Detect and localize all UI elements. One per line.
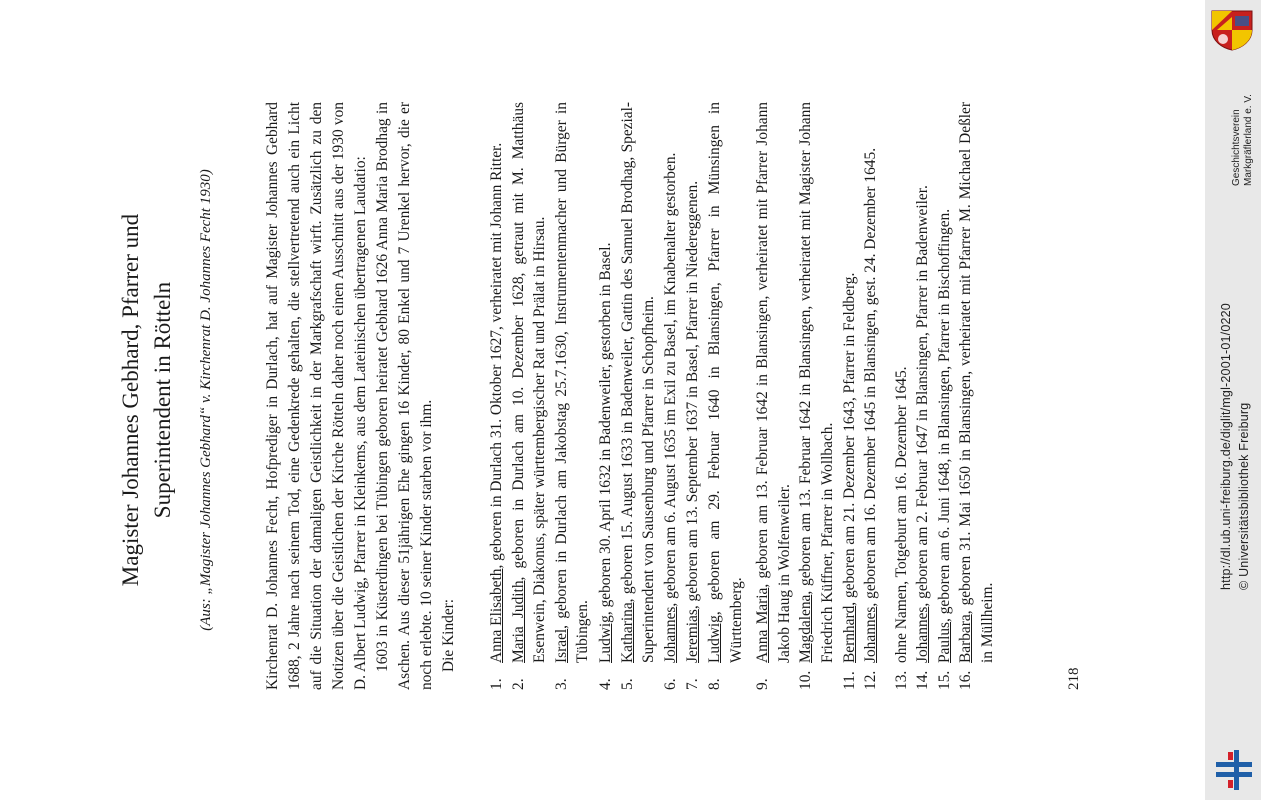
child-list-item bbox=[839, 102, 861, 690]
child-name: Anna Elisabeth bbox=[488, 568, 505, 663]
child-name: Barbara bbox=[957, 614, 975, 663]
coat-of-arms-icon bbox=[1209, 8, 1255, 52]
child-name: Ludwig bbox=[596, 615, 614, 663]
child-name: Paulus bbox=[935, 621, 953, 663]
marriage-paragraph: 1603 in Küsterdingen bei Tübingen geboren heiratet Gebhard 1626 Anna Maria Brodhag in Aschen. Aus dieser 51jährigen Ehe gingen 16 Kinder, 80 Enkel und 7 Urenkel hervor, die er noch erlebte. 10 seiner Kinder starben vor ihm. bbox=[374, 102, 435, 690]
child-number: 15. bbox=[935, 670, 953, 690]
child-details: , geboren am 2. Februar 1647 in Blansingen, Pfarrer in Badenweiler. bbox=[914, 185, 932, 607]
verein-line2: Markgräflerland e. V. bbox=[1243, 94, 1254, 186]
child-list-item bbox=[551, 102, 594, 690]
child-name: Anna Maria bbox=[754, 587, 772, 663]
children-list bbox=[486, 102, 999, 690]
source-url-link[interactable]: http://dl.ub.uni-freiburg.de/diglit/mgl-2001-01/0220 bbox=[1219, 303, 1233, 590]
child-number: 3. bbox=[552, 678, 570, 690]
child-details: , geboren am 13. Februar 1642 in Blansingen, verheiratet mit Magister Johann Friedrich Küffner, Pfarrer in Wollbach. bbox=[797, 102, 836, 663]
child-name: Katharina bbox=[618, 602, 636, 663]
child-name: Johannes bbox=[914, 606, 932, 663]
child-details: , geboren am 6. August 1635 im Exil zu Basel, im Knabenalter gestorben. bbox=[661, 152, 679, 607]
verein-line1: Geschichtsverein bbox=[1231, 109, 1242, 186]
child-number: 2. bbox=[509, 678, 527, 690]
child-number: 4. bbox=[596, 678, 614, 690]
child-details: , geboren am 13. September 1637 in Basel, Pfarrer in Niedereggenen. bbox=[684, 180, 702, 610]
child-details: , geboren am 16. Dezember 1645 in Blansingen, gest. 24. Dezember 1645. bbox=[862, 147, 880, 607]
child-name: Ludwig bbox=[705, 615, 723, 663]
document-body bbox=[262, 102, 460, 690]
child-list-item bbox=[912, 102, 934, 690]
child-number: 13. bbox=[892, 670, 910, 690]
child-details: , geboren am 29. Februar 1640 in Blansingen, Pfarrer in Münsingen in Württemberg. bbox=[705, 102, 745, 663]
child-name: Johannes bbox=[862, 606, 880, 663]
child-number: 12. bbox=[862, 670, 880, 690]
document-subtitle: (Aus: „Magister Johannes Gebhard“ v. Kirchenrat D. Johannes Fecht 1930) bbox=[198, 169, 214, 631]
child-name: Bernhard bbox=[840, 605, 858, 663]
child-number: 10. bbox=[797, 670, 815, 690]
child-number: 7. bbox=[684, 678, 702, 690]
intro-paragraph: Kirchenrat D. Johannes Fecht, Hofprediger in Durlach, hat auf Magister Johannes Gebhard 1688, 2 Jahre nach seinem Tod, eine Gedenkrede gehalten, die stellvertretend auch ein Licht auf die Situation der damaligen Geistlichkeit in der Markgrafschaft wirft. Zusätzlich zu den Notizen über die Geistlichen der Kirche Rötteln daher noch einen Ausschnitt aus der 1930 von D. Albert Ludwig, Pfarrer in Kleinkems, aus dem Lateinischen übertragenen Laudatio: bbox=[264, 102, 369, 690]
child-details: , geboren 31. Mai 1650 in Blansingen, verheiratet mit Pfarrer M. Michael Deßler in Müllheim. bbox=[957, 102, 997, 663]
child-list-item bbox=[795, 102, 838, 690]
child-list-item bbox=[486, 102, 508, 690]
child-details: , geboren in Durlach am Jakobstag 25.7.1630, Instrumentenmacher und Bürger in Tübingen. bbox=[552, 102, 592, 663]
child-list-item bbox=[508, 102, 551, 690]
copyright-text: © Universitätsbibliothek Freiburg bbox=[1237, 402, 1251, 590]
child-details: ohne Namen, Totgeburt am 16. Dezember 1645. bbox=[892, 366, 910, 663]
page-number: 218 bbox=[1066, 667, 1082, 690]
document-title-line1: Magister Johannes Gebhard, Pfarrer und bbox=[118, 213, 143, 587]
child-details: , geboren am 13. Februar 1642 in Blansingen, verheiratet mit Pfarrer Johann Jakob Haug in Wolfenweiler. bbox=[754, 102, 793, 663]
child-number: 5. bbox=[618, 678, 636, 690]
child-list-item bbox=[704, 102, 747, 690]
child-list-item bbox=[617, 102, 660, 690]
child-list-item bbox=[595, 102, 617, 690]
child-details: , geboren in Durlach am 10. Dezember 1628, getraut mit M. Matthäus Esenwein, Diakonus, später württembergischer Rat und Prälat in Hirsau. bbox=[509, 102, 549, 663]
child-list-item bbox=[891, 102, 913, 690]
source-info bbox=[1203, 200, 1261, 800]
child-list-item bbox=[682, 102, 704, 690]
child-number: 6. bbox=[661, 678, 679, 690]
child-number: 8. bbox=[705, 678, 723, 690]
ub-freiburg-logo-icon bbox=[1212, 748, 1256, 792]
child-list-item bbox=[934, 102, 956, 690]
child-details: , geboren am 6. Juni 1648, in Blansingen, Pfarrer in Bischoffingen. bbox=[935, 208, 953, 622]
child-number: 11. bbox=[840, 671, 858, 690]
child-details: , geboren 15. August 1633 in Badenweiler, Gattin des Samuel Brodhag, Spezial-Superintendent von Sausenburg und Pfarrer in Schopfheim. bbox=[618, 102, 658, 663]
child-list-item bbox=[752, 102, 795, 690]
child-number: 16. bbox=[957, 670, 975, 690]
child-list-item bbox=[660, 102, 682, 690]
child-list-item bbox=[860, 102, 882, 690]
verein-label bbox=[1229, 56, 1261, 196]
child-name: Magdalena bbox=[797, 594, 815, 663]
child-number: 9. bbox=[754, 678, 772, 690]
child-name: Jeremias bbox=[684, 609, 702, 663]
child-list-item bbox=[955, 102, 998, 690]
child-number: 14. bbox=[914, 670, 932, 690]
child-name: Johannes bbox=[661, 606, 679, 663]
child-details: , geboren 30. April 1632 in Badenweiler, gestorben in Basel. bbox=[596, 242, 614, 616]
child-name: Israel bbox=[552, 628, 570, 663]
child-name: Maria Judith bbox=[509, 580, 527, 663]
document-title-line2: Superintendent in Rötteln bbox=[150, 281, 175, 519]
child-number: 1. bbox=[488, 678, 505, 690]
child-details: , geboren in Durlach 31. Oktober 1627, verheiratet mit Johann Ritter. bbox=[488, 142, 505, 569]
child-details: , geboren am 21. Dezember 1643, Pfarrer in Feldberg. bbox=[840, 272, 858, 606]
children-heading: Die Kinder: bbox=[440, 598, 457, 672]
